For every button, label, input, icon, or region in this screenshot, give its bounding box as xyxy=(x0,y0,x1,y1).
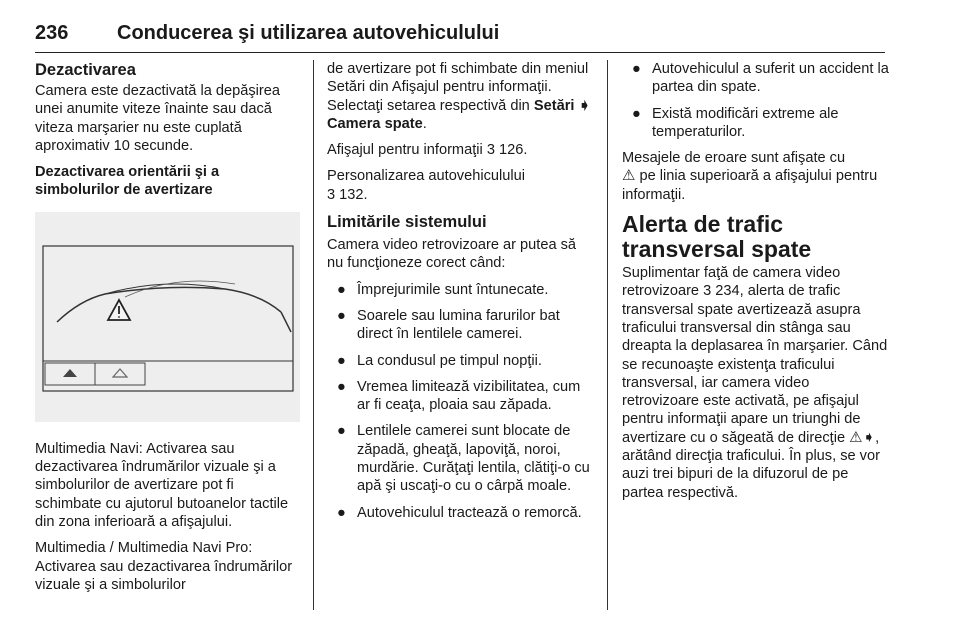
list-item: ● Autovehiculul a suferit un accident la partea din spate. xyxy=(632,61,889,96)
paragraph-info-display xyxy=(327,141,595,159)
column-divider-1 xyxy=(313,60,314,610)
paragraph-cross-traffic-alert: Suplimentar faţă de camera video retrovizoare 3 234, alerta de trafic transversal spate avertizează asupra traficului transversal din stânga sau dreapta la deplasarea în marşarier. Când se recunoaşte existenţa traficului transversal, iar camera video retrovizoare este activată, pe afişajul pentru informaţii apare un triunghi de avertizare cu o săgeată de direcţie ⚠➧, arătând direcţia traficului. În plus, se vor auzi trei bipuri de la difuzorul de pe partea respectivă. xyxy=(622,265,888,501)
warning-arrow-icon: ⚠➧ xyxy=(849,428,876,446)
info-display-text: Afişajul pentru informaţii xyxy=(327,142,483,159)
paragraph-multimedia-navi: Multimedia Navi: Activarea sau dezactivarea îndrumărilor vizuale şi a simbolurilor de avertizare pot fi schimbate cu ajutorul butoanelor tactile din zona inferioară a afişajului. xyxy=(35,440,289,530)
page-number: 236 xyxy=(35,22,69,44)
page-reference: 3 234 xyxy=(703,283,740,300)
list-item: ● Vremea limitează vizibilitatea, cum ar fi ceaţa, ploaia sau zăpada. xyxy=(337,378,581,414)
bullet-icon: ● xyxy=(337,307,346,324)
personalization-ref: 3 132. xyxy=(327,186,368,203)
page-header xyxy=(35,12,885,53)
column-2 xyxy=(327,60,595,530)
list-item: ● Autovehiculul tractează o remorcă. xyxy=(337,504,582,521)
section-heading-cross-traffic-alert: Alerta de trafic transversal spate xyxy=(622,211,812,263)
bullet-icon: ● xyxy=(337,352,346,369)
warning-triangle-icon: ⚠ xyxy=(622,167,636,185)
settings-end: . xyxy=(422,115,427,132)
warning-exclamation-dot xyxy=(118,316,120,318)
bullet-icon: ● xyxy=(337,378,346,395)
section-heading-limitations: Limitările sistemului xyxy=(327,213,487,232)
info-display-ref: 3 126. xyxy=(486,142,528,159)
settings-menu-path: Setări ➧ Camera spate xyxy=(327,97,591,132)
bullet-icon: ● xyxy=(632,61,641,77)
paragraph-deactivation: Camera este dezactivată la depăşirea unei anumite viteze înainte sau dacă viteza marşarier nu este cuplată aproximativ 10 secunde. xyxy=(35,83,280,154)
bullet-icon: ● xyxy=(337,423,346,440)
camera-display-illustration xyxy=(35,212,300,422)
list-item: ● Împrejurimile sunt întunecate. xyxy=(337,281,549,298)
bullet-icon: ● xyxy=(337,281,346,298)
settings-text: de avertizare pot fi schimbate din meniul Setări din Afişajul pentru informaţii. Selectaţi setarea respectivă din xyxy=(327,61,589,114)
chapter-title: Conducerea şi utilizarea autovehiculului xyxy=(117,22,500,44)
paragraph-limitations-intro: Camera video retrovizoare ar putea să nu funcţioneze corect când: xyxy=(327,237,577,272)
column-3 xyxy=(622,60,890,510)
list-item: ● Există modificări extreme ale temperaturilor. xyxy=(632,105,839,140)
paragraph-multimedia-pro: Multimedia / Multimedia Navi Pro: Activarea sau dezactivarea îndrumărilor vizuale şi a simbolurilor xyxy=(35,540,293,593)
paragraph-error-messages: Mesajele de eroare sunt afişate cu ⚠ pe linia superioară a afişajului pentru informaţii. xyxy=(622,150,878,203)
limitations-list-continued xyxy=(622,60,890,141)
paragraph-settings xyxy=(327,60,595,133)
section-heading-deactivation: Dezactivarea xyxy=(35,61,136,79)
bullet-icon: ● xyxy=(337,504,346,521)
paragraph-personalization xyxy=(327,167,595,204)
column-divider-2 xyxy=(607,60,608,610)
list-item: ● Soarele sau lumina farurilor bat direct în lentilele camerei. xyxy=(337,307,560,343)
bullet-icon: ● xyxy=(632,105,641,122)
limitations-list xyxy=(327,281,595,522)
list-item: ● Lentilele camerei sunt blocate de zăpadă, gheaţă, lapoviţă, noroi, murdărie. Curăţaţi lentila, clătiţi-o cu apă şi uscaţi-o cu o cârpă moale. xyxy=(337,423,590,495)
personalization-text: Personalizarea autovehiculului xyxy=(327,168,525,185)
subheading-guidance-symbols: Dezactivarea orientării şi a simbolurilor de avertizare xyxy=(35,164,220,199)
list-item: ● La condusul pe timpul nopţii. xyxy=(337,352,542,369)
column-1 xyxy=(35,60,303,602)
